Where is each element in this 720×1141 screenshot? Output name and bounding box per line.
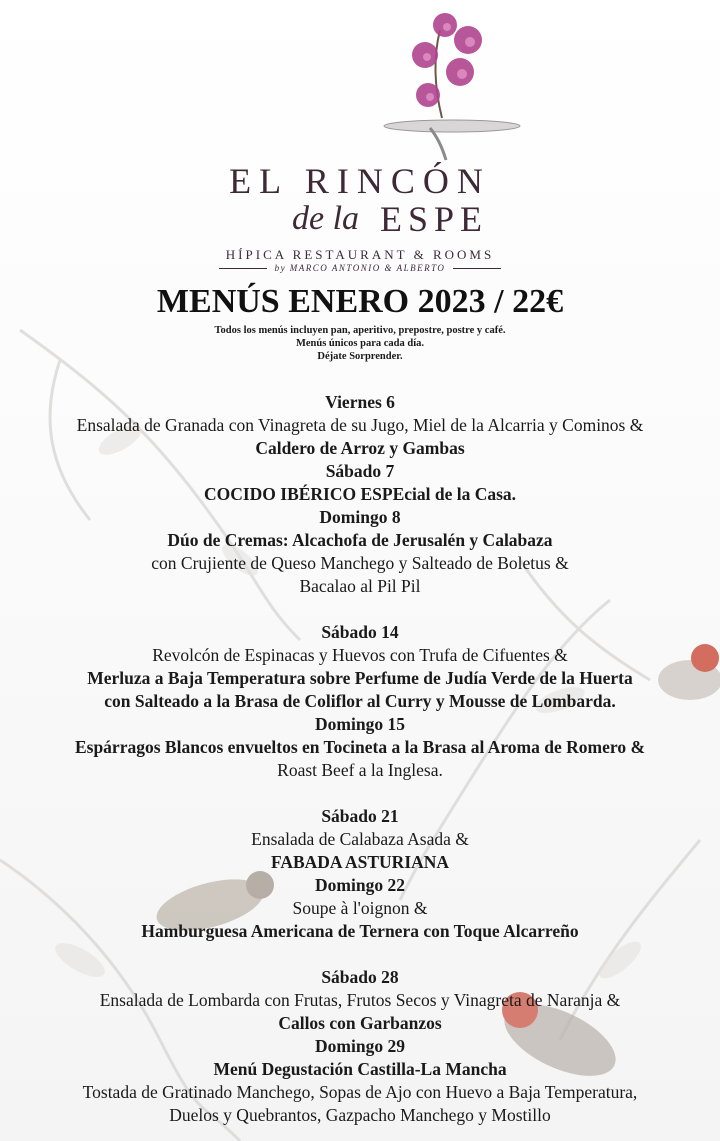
menu-line-bold: Sábado 7 bbox=[325, 461, 395, 481]
menu-line-bold: Sábado 28 bbox=[321, 967, 399, 987]
page-title: MENÚS ENERO 2023 / 22€ bbox=[156, 283, 564, 320]
menu-line: Roast Beef a la Inglesa. bbox=[277, 760, 443, 780]
menu-line: Ensalada de Granada con Vinagreta de su Jugo, Miel de la Alcarria y Cominos & bbox=[76, 415, 644, 435]
menu-line-bold: Viernes 6 bbox=[325, 392, 395, 412]
brand-name-line2: ESPE bbox=[380, 199, 489, 239]
menu-line-bold: FABADA ASTURIANA bbox=[270, 852, 450, 872]
brand-byline bbox=[0, 263, 720, 273]
menu-line: Soupe à l'oignon & bbox=[292, 898, 428, 918]
menu-line-bold: Dúo de Cremas: Alcachofa de Jerusalén y Calabaza bbox=[167, 530, 553, 550]
brand-subtitle: HÍPICA RESTAURANT & ROOMS bbox=[225, 247, 495, 262]
menu-line-bold: Menú Degustación Castilla-La Mancha bbox=[213, 1059, 507, 1079]
menu-spacer bbox=[0, 782, 720, 805]
note-line: Déjate Sorprender. bbox=[317, 351, 403, 362]
menu-line-bold: Merluza a Baja Temperatura sobre Perfume de Judía Verde de la Huerta bbox=[87, 668, 633, 688]
brand-byline-text: by MARCO ANTONIO & ALBERTO bbox=[274, 263, 446, 273]
menu-line-bold: Hamburguesa Americana de Ternera con Toque Alcarreño bbox=[141, 921, 579, 941]
menu-line-bold: Sábado 14 bbox=[321, 622, 399, 642]
menu-line: Ensalada de Calabaza Asada & bbox=[251, 829, 469, 849]
menu-notes bbox=[0, 324, 720, 363]
menu-line-bold: Caldero de Arroz y Gambas bbox=[255, 438, 465, 458]
divider bbox=[219, 268, 267, 269]
menu-line: Ensalada de Lombarda con Frutas, Frutos Secos y Vinagreta de Naranja & bbox=[99, 990, 621, 1010]
brand-name-dela: de la bbox=[292, 200, 360, 237]
menu-line-bold: con Salteado a la Brasa de Coliflor al Curry y Mousse de Lombarda. bbox=[104, 691, 616, 711]
menu-line-bold: Callos con Garbanzos bbox=[278, 1013, 442, 1033]
menu-list bbox=[0, 391, 720, 1127]
menu-line: Duelos y Quebrantos, Gazpacho Manchego y Mostillo bbox=[169, 1105, 551, 1125]
divider bbox=[453, 268, 501, 269]
menu-line-bold: Espárragos Blancos envueltos en Tocineta a la Brasa al Aroma de Romero & bbox=[74, 737, 646, 757]
menu-line: con Crujiente de Queso Manchego y Salteado de Boletus & bbox=[151, 553, 569, 573]
note-line: Todos los menús incluyen pan, aperitivo, prepostre, postre y café. bbox=[214, 325, 506, 336]
menu-line-bold: Sábado 21 bbox=[321, 806, 399, 826]
menu-line-bold: Domingo 15 bbox=[315, 714, 405, 734]
menu-line: Tostada de Gratinado Manchego, Sopas de Ajo con Huevo a Baja Temperatura, bbox=[82, 1082, 638, 1102]
note-line: Menús únicos para cada día. bbox=[295, 338, 425, 349]
menu-spacer bbox=[0, 598, 720, 621]
menu-line: Revolcón de Espinacas y Huevos con Trufa de Cifuentes & bbox=[152, 645, 568, 665]
menu-line-bold: Domingo 29 bbox=[315, 1036, 405, 1056]
menu-spacer bbox=[0, 943, 720, 966]
menu-line-bold: Domingo 8 bbox=[319, 507, 401, 527]
brand-name-line1: EL RINCÓN bbox=[229, 161, 491, 201]
menu-line-bold: COCIDO IBÉRICO ESPEcial de la Casa. bbox=[203, 484, 517, 504]
menu-line: Bacalao al Pil Pil bbox=[299, 576, 421, 596]
menu-line-bold: Domingo 22 bbox=[315, 875, 405, 895]
